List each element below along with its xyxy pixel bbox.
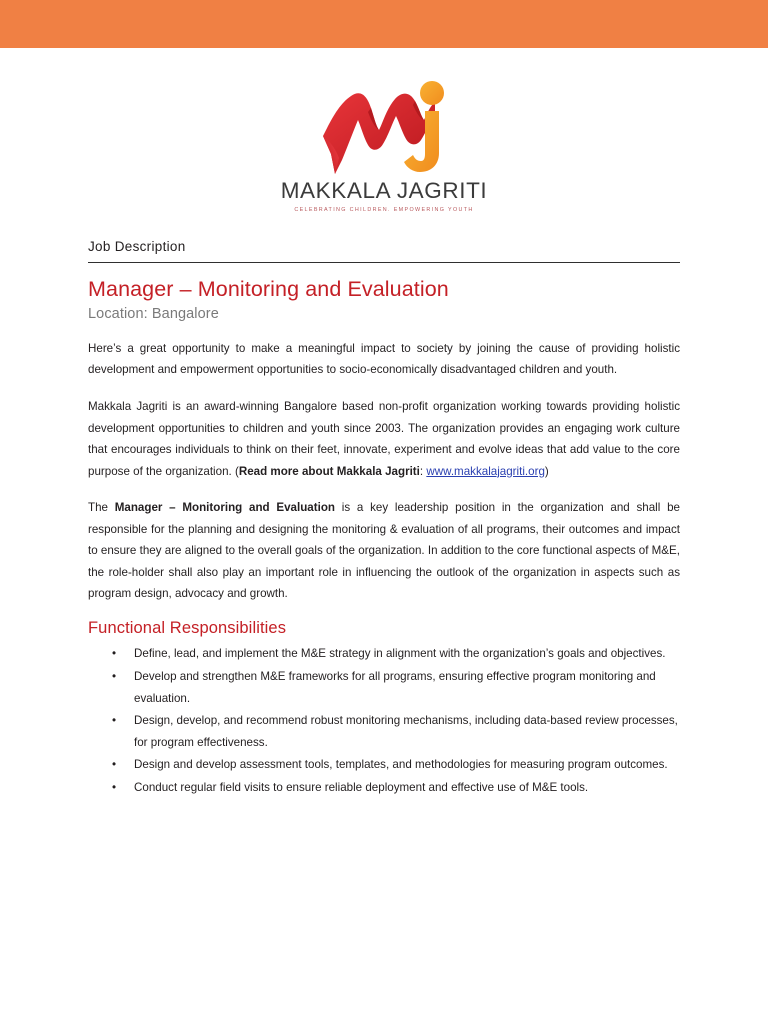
about-org-bold: Read more about Makkala Jagriti [238, 464, 420, 478]
list-item [88, 777, 680, 799]
bullet-icon: • [112, 758, 117, 772]
organization-logo [0, 48, 768, 213]
list-item [88, 754, 680, 776]
job-location: Location: Bangalore [88, 305, 219, 322]
intro-paragraph: Here’s a great opportunity to make a meaningful impact to society by joining the cause of providing holistic development and empowerment opportunities to socio-economically disadvantaged children and youth. [88, 341, 680, 377]
bullet-icon: • [112, 780, 117, 794]
list-item-text: Design, develop, and recommend robust monitoring mechanisms, including data-based review processes, for program effectiveness. [134, 714, 678, 749]
role-overview-paragraph [88, 497, 680, 605]
about-org-text-3: ) [544, 464, 549, 478]
document-content [88, 213, 680, 798]
top-orange-band [0, 0, 768, 48]
role-text-1: The [88, 501, 115, 515]
list-item-text: Conduct regular field visits to ensure reliable deployment and effective use of M&E tools. [134, 780, 589, 794]
header-divider [88, 262, 680, 263]
about-org-text-1: Makkala Jagriti is an award-winning Bangalore based non-profit organization working towards providing holistic development opportunities to children and youth since 2003. The organization provides an engaging work culture that encourages individuals to think on their feet, innovate, experiment and evolve ideas that add value to the core purpose of the organization. ( [88, 399, 680, 478]
list-item-text: Define, lead, and implement the M&E strategy in alignment with the organization’s goals and objectives. [134, 647, 666, 661]
page-title: Manager – Monitoring and Evaluation [88, 277, 449, 302]
list-item-text: Design and develop assessment tools, templates, and methodologies for measuring program outcomes. [134, 758, 668, 772]
logo-tagline: CELEBRATING CHILDREN. EMPOWERING YOUTH [294, 206, 474, 213]
section-heading-functional-responsibilities: Functional Responsibilities [88, 619, 287, 637]
document-page [0, 48, 768, 799]
list-item [88, 666, 680, 709]
bullet-icon: • [112, 647, 117, 661]
website-link[interactable]: www.makkalajagriti.org [426, 464, 545, 478]
about-organization-paragraph [88, 396, 680, 482]
bullet-icon: • [112, 670, 117, 683]
logo-wordmark: MAKKALA JAGRITI [280, 178, 488, 203]
job-description-label: Job Description [88, 238, 186, 254]
role-text-2: is a key leadership position in the organization and shall be responsible for the planning and designing the monitoring & evaluation of all programs, their outcomes and impact to ensure they are aligned to the overall goals of the organization. In addition to the core functional aspects of M&E, the role-holder shall also play an important role in influencing the outlook of the organization in aspects such as program design, advocacy and growth. [88, 501, 680, 601]
about-org-text-2: : [419, 464, 427, 478]
list-item-text: Develop and strengthen M&E frameworks for all programs, ensuring effective program monitoring and evaluation. [134, 670, 656, 705]
logo-figure-head [420, 81, 444, 105]
responsibilities-list [88, 643, 680, 798]
bullet-icon: • [112, 714, 117, 728]
makkala-jagriti-logo-icon [309, 70, 459, 182]
role-title-bold: Manager – Monitoring and Evaluation [114, 501, 335, 515]
list-item [88, 710, 680, 753]
list-item [88, 643, 680, 665]
